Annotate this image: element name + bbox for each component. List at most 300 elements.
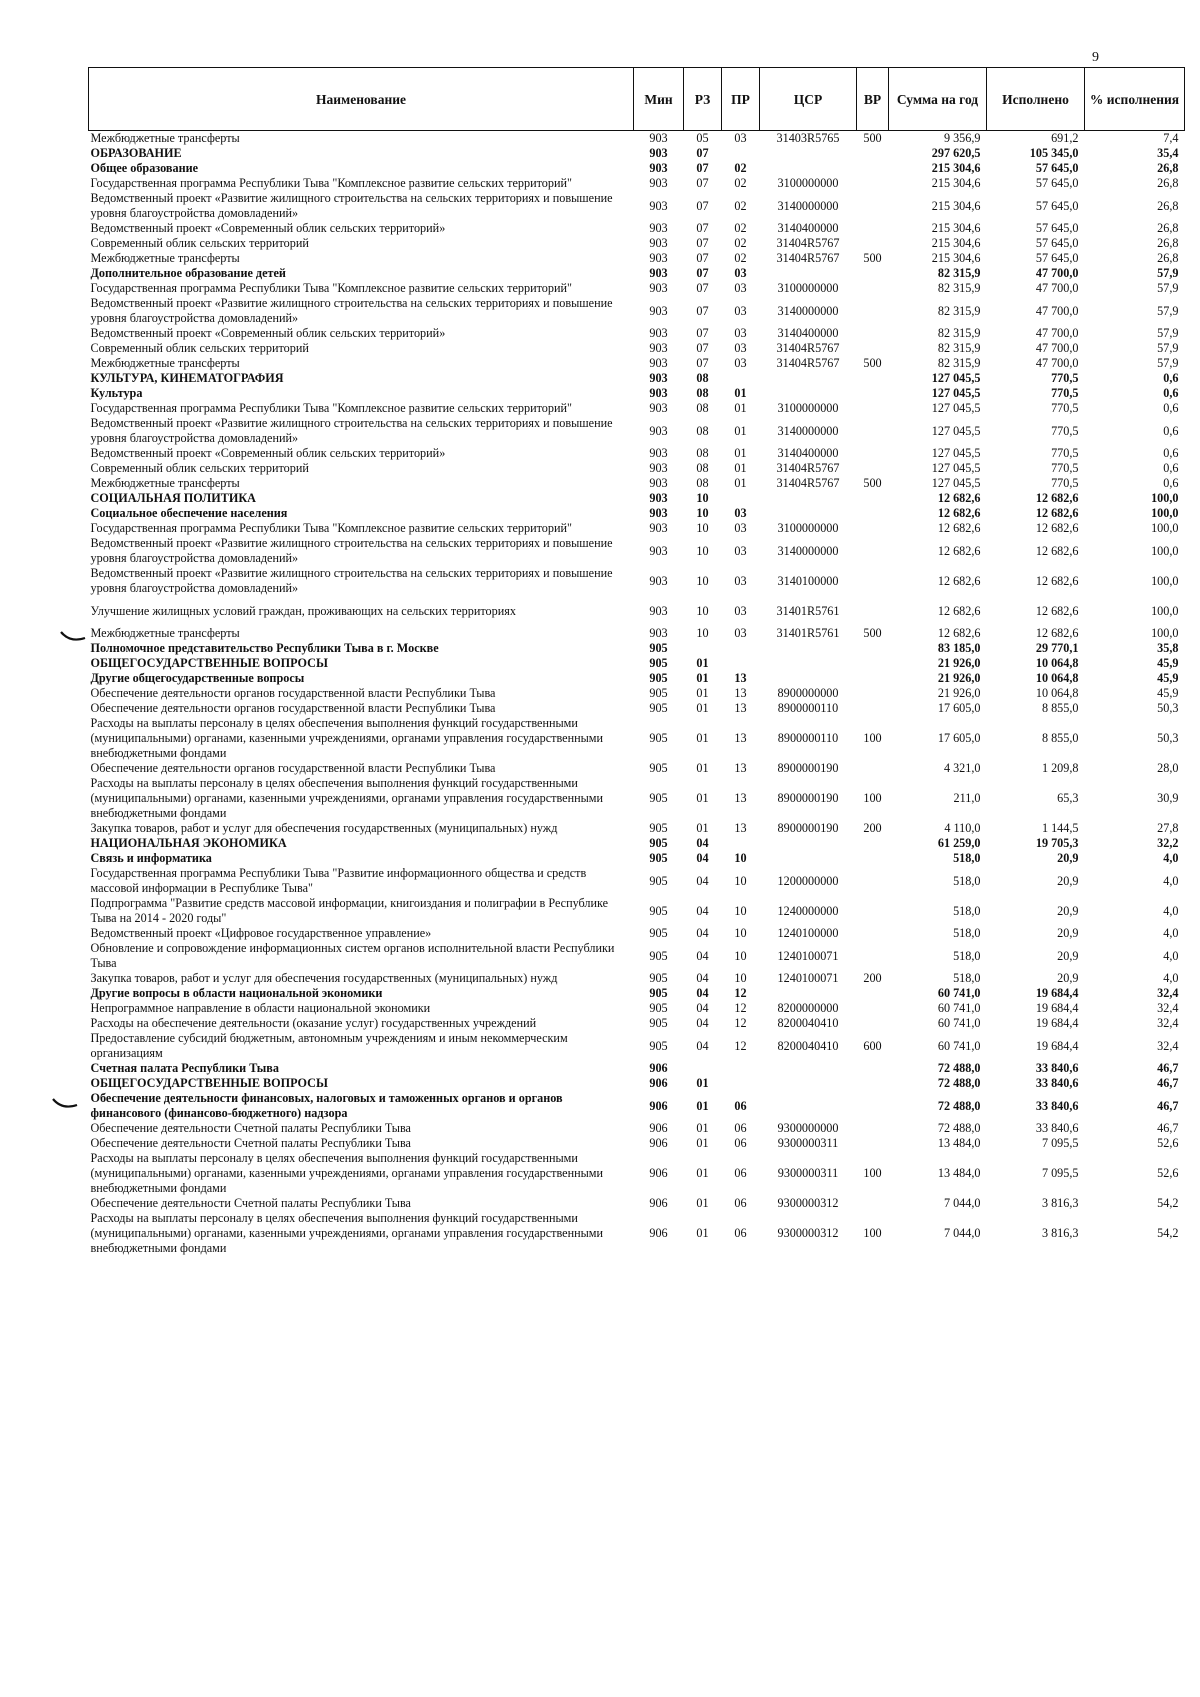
cell-vr [857, 281, 889, 296]
cell-done: 57 645,0 [1035, 198, 1079, 213]
cell-done: 770,5 [1051, 386, 1079, 400]
cell-pr: 02 [734, 176, 747, 190]
cell-min: 903 [649, 603, 668, 618]
cell-done: 12 682,6 [1035, 491, 1079, 505]
cell-csr [760, 671, 857, 686]
cell-sum: 82 315,9 [937, 266, 981, 280]
cell-vr [857, 686, 889, 701]
cell-done: 47 700,0 [1035, 326, 1079, 340]
cell-name: Государственная программа Республики Тыва "Комплексное развитие сельских территорий" [90, 401, 573, 415]
table-row [89, 941, 1185, 971]
cell-sum: 72 488,0 [937, 1076, 981, 1090]
cell-min: 905 [649, 641, 668, 655]
cell-name: Расходы на выплаты персоналу в целях обеспечения выполнения функций государственными (муниципальными) органами, казенными учреждениями, органами управления государственными внебюджетными фондами [90, 776, 604, 820]
cell-name: Государственная программа Республики Тыва "Комплексное развитие сельских территорий" [90, 281, 573, 295]
cell-rz: 07 [696, 198, 709, 213]
table-row [89, 1091, 1185, 1121]
cell-done: 19 684,4 [1035, 986, 1079, 1000]
cell-name: Расходы на выплаты персоналу в целях обеспечения выполнения функций государственными (муниципальными) органами, казенными учреждениями, органами управления государственными внебюджетными фондами [90, 1211, 604, 1255]
cell-rz: 10 [696, 573, 709, 588]
cell-sum: 215 304,6 [931, 221, 981, 235]
col-header-name: Наименование [89, 68, 634, 131]
cell-pr: 01 [734, 401, 747, 415]
table-row [89, 326, 1185, 341]
cell-vr [857, 1016, 889, 1031]
cell-pct: 46,7 [1157, 1098, 1179, 1113]
cell-pct: 32,4 [1157, 1001, 1179, 1015]
cell-rz: 10 [696, 521, 709, 535]
cell-min: 903 [649, 626, 668, 640]
cell-csr [760, 371, 857, 386]
cell-min: 903 [649, 146, 668, 160]
cell-min: 906 [649, 1076, 668, 1090]
cell-sum: 12 682,6 [937, 573, 981, 588]
cell-csr: 8200040410 [777, 1038, 839, 1053]
cell-csr [760, 851, 857, 866]
cell-sum: 72 488,0 [937, 1121, 981, 1135]
cell-name: Современный облик сельских территорий [90, 461, 309, 475]
cell-rz: 04 [696, 926, 709, 940]
cell-min: 903 [649, 423, 668, 438]
cell-pr: 10 [734, 903, 747, 918]
cell-min: 903 [649, 461, 668, 475]
cell-done: 47 700,0 [1035, 341, 1079, 355]
cell-vr [857, 416, 889, 446]
cell-rz: 01 [696, 701, 709, 715]
cell-pct: 4,0 [1163, 903, 1179, 918]
table-row [89, 701, 1185, 716]
cell-sum: 518,0 [953, 903, 981, 918]
cell-sum: 21 926,0 [937, 656, 981, 670]
cell-min: 905 [649, 903, 668, 918]
table-row [89, 521, 1185, 536]
cell-pr [722, 1076, 760, 1091]
cell-rz: 07 [696, 326, 709, 340]
cell-rz: 07 [696, 146, 709, 160]
cell-pct: 57,9 [1157, 303, 1179, 318]
table-row [89, 221, 1185, 236]
cell-pr [722, 641, 760, 656]
table-row [89, 341, 1185, 356]
cell-pr: 03 [734, 573, 747, 588]
cell-sum: 21 926,0 [937, 671, 981, 685]
cell-done: 8 855,0 [1041, 731, 1079, 745]
cell-sum: 518,0 [953, 971, 981, 985]
cell-sum: 82 315,9 [937, 281, 981, 295]
cell-pct: 0,6 [1163, 461, 1179, 475]
cell-sum: 127 045,5 [931, 461, 981, 475]
cell-sum: 60 741,0 [937, 1038, 981, 1053]
cell-done: 57 645,0 [1035, 161, 1079, 175]
cell-min: 906 [649, 1061, 668, 1075]
cell-min: 905 [649, 731, 668, 745]
table-row [89, 476, 1185, 491]
cell-pr: 12 [734, 1001, 747, 1015]
cell-name: КУЛЬТУРА, КИНЕМАТОГРАФИЯ [90, 371, 284, 385]
cell-pr: 03 [734, 266, 747, 280]
cell-pct: 46,7 [1157, 1061, 1179, 1075]
cell-min: 903 [649, 236, 668, 250]
cell-pct: 4,0 [1163, 873, 1179, 888]
cell-csr: 3140400000 [777, 446, 839, 460]
cell-min: 906 [649, 1121, 668, 1135]
cell-pct: 57,9 [1157, 356, 1179, 370]
col-header-csr: ЦСР [760, 68, 857, 131]
cell-done: 12 682,6 [1035, 603, 1079, 618]
cell-name: Обеспечение деятельности органов государственной власти Республики Тыва [90, 686, 496, 700]
cell-vr [857, 1121, 889, 1136]
cell-done: 19 684,4 [1035, 1038, 1079, 1053]
cell-rz: 01 [696, 686, 709, 700]
cell-vr: 100 [863, 1226, 882, 1240]
cell-pct: 26,8 [1157, 161, 1179, 175]
cell-vr [857, 1001, 889, 1016]
cell-done: 770,5 [1051, 371, 1079, 385]
cell-vr: 500 [863, 251, 882, 265]
cell-min: 903 [649, 251, 668, 265]
cell-done: 57 645,0 [1035, 176, 1079, 190]
cell-csr: 3100000000 [777, 401, 839, 415]
cell-pr: 03 [734, 626, 747, 640]
cell-sum: 215 304,6 [931, 198, 981, 213]
cell-pct: 57,9 [1157, 266, 1179, 280]
cell-rz: 04 [696, 903, 709, 918]
table-row [89, 896, 1185, 926]
cell-sum: 127 045,5 [931, 476, 981, 490]
cell-csr: 1240100071 [777, 948, 839, 963]
cell-pr: 03 [734, 356, 747, 370]
cell-done: 20,9 [1057, 873, 1079, 888]
cell-pct: 100,0 [1151, 543, 1179, 558]
cell-sum: 12 682,6 [937, 491, 981, 505]
cell-csr: 3100000000 [777, 521, 839, 535]
cell-pct: 46,7 [1157, 1121, 1179, 1135]
cell-name: Связь и информатика [90, 851, 212, 865]
cell-pct: 100,0 [1151, 603, 1179, 618]
cell-name: Межбюджетные трансферты [90, 131, 240, 145]
cell-pr: 13 [734, 671, 747, 685]
table-row [89, 416, 1185, 446]
cell-csr: 3140100000 [777, 573, 839, 588]
cell-pr: 13 [734, 761, 747, 775]
cell-pct: 0,6 [1163, 423, 1179, 438]
cell-min: 905 [649, 791, 668, 805]
table-row [89, 686, 1185, 701]
cell-done: 691,2 [1051, 131, 1079, 145]
cell-vr [857, 341, 889, 356]
cell-pr: 03 [734, 521, 747, 535]
cell-pct: 50,3 [1157, 731, 1179, 745]
cell-vr [857, 701, 889, 716]
cell-pct: 100,0 [1151, 506, 1179, 520]
cell-sum: 17 605,0 [937, 731, 981, 745]
table-row [89, 1121, 1185, 1136]
cell-pr: 03 [734, 281, 747, 295]
cell-min: 903 [649, 161, 668, 175]
pen-tick-mark-icon [52, 1097, 78, 1111]
cell-vr: 200 [863, 821, 882, 835]
cell-vr [857, 941, 889, 971]
cell-min: 903 [649, 198, 668, 213]
cell-name: Расходы на выплаты персоналу в целях обеспечения выполнения функций государственными (муниципальными) органами, казенными учреждениями, органами управления государственными внебюджетными фондами [90, 716, 604, 760]
cell-csr [760, 1061, 857, 1076]
cell-done: 33 840,6 [1035, 1076, 1079, 1090]
cell-vr [857, 446, 889, 461]
table-row [89, 386, 1185, 401]
cell-name: Дополнительное образование детей [90, 266, 286, 280]
cell-pct: 28,0 [1157, 761, 1179, 775]
cell-name: Ведомственный проект «Развитие жилищного строительства на сельских территориях и повышение уровня благоустройства домовладений» [90, 296, 613, 325]
cell-vr [857, 461, 889, 476]
cell-min: 903 [649, 476, 668, 490]
cell-sum: 215 304,6 [931, 236, 981, 250]
cell-pr: 10 [734, 926, 747, 940]
cell-sum: 72 488,0 [937, 1061, 981, 1075]
cell-done: 47 700,0 [1035, 266, 1079, 280]
cell-pr: 06 [734, 1121, 747, 1135]
cell-sum: 12 682,6 [937, 626, 981, 640]
cell-done: 10 064,8 [1035, 671, 1079, 685]
cell-min: 905 [649, 873, 668, 888]
cell-done: 33 840,6 [1035, 1098, 1079, 1113]
cell-rz: 01 [696, 1166, 709, 1180]
cell-csr [760, 1091, 857, 1121]
cell-vr [857, 296, 889, 326]
cell-rz: 01 [696, 821, 709, 835]
cell-sum: 72 488,0 [937, 1098, 981, 1113]
table-row [89, 236, 1185, 251]
cell-rz: 08 [696, 371, 709, 385]
cell-name: Обеспечение деятельности финансовых, налоговых и таможенных органов и органов финансового (финансово-бюджетного) надзора [90, 1091, 563, 1120]
cell-pct: 100,0 [1151, 491, 1179, 505]
cell-csr [760, 266, 857, 281]
cell-pct: 0,6 [1163, 386, 1179, 400]
cell-pr [722, 371, 760, 386]
cell-pr: 02 [734, 251, 747, 265]
cell-csr: 8900000190 [777, 791, 839, 805]
cell-csr [760, 986, 857, 1001]
cell-sum: 518,0 [953, 851, 981, 865]
cell-sum: 21 926,0 [937, 686, 981, 700]
table-row [89, 1076, 1185, 1091]
cell-name: Полномочное представительство Республики Тыва в г. Москве [90, 641, 439, 655]
cell-vr [857, 596, 889, 626]
cell-sum: 82 315,9 [937, 341, 981, 355]
budget-execution-table [88, 67, 1185, 1256]
cell-csr: 3140000000 [777, 198, 839, 213]
cell-done: 3 816,3 [1041, 1226, 1079, 1240]
cell-csr: 3140400000 [777, 326, 839, 340]
cell-pct: 4,0 [1163, 948, 1179, 963]
cell-min: 905 [649, 851, 668, 865]
cell-pr: 13 [734, 686, 747, 700]
cell-min: 903 [649, 506, 668, 520]
cell-min: 903 [649, 341, 668, 355]
page-number: 9 [1092, 50, 1099, 65]
table-row [89, 926, 1185, 941]
cell-name: ОБРАЗОВАНИЕ [90, 146, 182, 160]
cell-rz: 07 [696, 303, 709, 318]
table-row [89, 761, 1185, 776]
cell-csr: 9300000000 [777, 1121, 839, 1135]
cell-min: 905 [649, 671, 668, 685]
cell-csr: 8900000190 [777, 761, 839, 775]
cell-csr [760, 506, 857, 521]
cell-min: 906 [649, 1166, 668, 1180]
cell-pr: 12 [734, 986, 747, 1000]
cell-sum: 215 304,6 [931, 176, 981, 190]
cell-vr [857, 836, 889, 851]
cell-pr: 10 [734, 971, 747, 985]
cell-pct: 26,8 [1157, 251, 1179, 265]
cell-rz: 01 [696, 1196, 709, 1210]
cell-rz: 05 [696, 131, 709, 145]
table-row [89, 161, 1185, 176]
cell-name: Ведомственный проект «Цифровое государственное управление» [90, 926, 432, 940]
col-header-sum: Сумма на год [889, 68, 987, 131]
cell-name: СОЦИАЛЬНАЯ ПОЛИТИКА [90, 491, 256, 505]
cell-name: Улучшение жилищных условий граждан, проживающих на сельских территориях [90, 603, 516, 618]
cell-pct: 100,0 [1151, 626, 1179, 640]
cell-name: Ведомственный проект «Развитие жилищного строительства на сельских территориях и повышение уровня благоустройства домовладений» [90, 536, 613, 565]
col-header-pr: ПР [722, 68, 760, 131]
cell-rz: 07 [696, 281, 709, 295]
table-row [89, 1031, 1185, 1061]
cell-done: 1 144,5 [1041, 821, 1079, 835]
table-row [89, 296, 1185, 326]
cell-min: 906 [649, 1136, 668, 1150]
cell-min: 903 [649, 266, 668, 280]
cell-sum: 12 682,6 [937, 603, 981, 618]
cell-pr: 10 [734, 851, 747, 865]
cell-done: 19 684,4 [1035, 1016, 1079, 1030]
cell-vr [857, 1091, 889, 1121]
cell-pr: 12 [734, 1016, 747, 1030]
cell-rz: 08 [696, 461, 709, 475]
cell-pct: 35,8 [1157, 641, 1179, 655]
cell-done: 33 840,6 [1035, 1121, 1079, 1135]
cell-pr: 02 [734, 161, 747, 175]
table-row [89, 596, 1185, 626]
cell-pct: 32,4 [1157, 1038, 1179, 1053]
cell-name: Межбюджетные трансферты [90, 626, 240, 640]
table-row [89, 146, 1185, 161]
cell-done: 770,5 [1051, 401, 1079, 415]
cell-pr: 06 [734, 1136, 747, 1150]
cell-name: Культура [90, 386, 143, 400]
cell-vr [857, 176, 889, 191]
cell-name: ОБЩЕГОСУДАРСТВЕННЫЕ ВОПРОСЫ [90, 1076, 328, 1090]
cell-done: 57 645,0 [1035, 251, 1079, 265]
col-header-min: Мин [634, 68, 684, 131]
cell-done: 47 700,0 [1035, 303, 1079, 318]
cell-pr: 13 [734, 731, 747, 745]
cell-name: Государственная программа Республики Тыва "Развитие информационного общества и средств массовой информации в Республике Тыва" [90, 866, 587, 895]
cell-csr: 3140000000 [777, 423, 839, 438]
cell-min: 905 [649, 986, 668, 1000]
cell-done: 12 682,6 [1035, 626, 1079, 640]
cell-name: Ведомственный проект «Развитие жилищного строительства на сельских территориях и повышение уровня благоустройства домовладений» [90, 416, 613, 445]
cell-min: 903 [649, 573, 668, 588]
cell-vr [857, 326, 889, 341]
cell-sum: 215 304,6 [931, 251, 981, 265]
cell-csr: 31404R5767 [776, 236, 840, 250]
cell-pct: 32,4 [1157, 986, 1179, 1000]
cell-name: ОБЩЕГОСУДАРСТВЕННЫЕ ВОПРОСЫ [90, 656, 328, 670]
cell-min: 905 [649, 1038, 668, 1053]
cell-rz: 01 [696, 1121, 709, 1135]
cell-pct: 57,9 [1157, 281, 1179, 295]
cell-vr [857, 851, 889, 866]
cell-done: 10 064,8 [1035, 656, 1079, 670]
cell-rz: 04 [696, 986, 709, 1000]
cell-sum: 82 315,9 [937, 356, 981, 370]
cell-vr [857, 221, 889, 236]
table-row [89, 626, 1185, 641]
table-row [89, 986, 1185, 1001]
cell-min: 903 [649, 303, 668, 318]
cell-pr: 13 [734, 701, 747, 715]
cell-pct: 52,6 [1157, 1166, 1179, 1180]
cell-csr: 31401R5761 [776, 603, 840, 618]
cell-csr [760, 491, 857, 506]
cell-name: Современный облик сельских территорий [90, 236, 309, 250]
cell-rz: 08 [696, 401, 709, 415]
cell-pr [722, 146, 760, 161]
cell-min: 905 [649, 836, 668, 850]
cell-done: 770,5 [1051, 476, 1079, 490]
cell-pr: 13 [734, 821, 747, 835]
cell-rz: 08 [696, 476, 709, 490]
table-row [89, 356, 1185, 371]
cell-name: Ведомственный проект «Современный облик сельских территорий» [90, 446, 446, 460]
table-row [89, 371, 1185, 386]
cell-done: 10 064,8 [1035, 686, 1079, 700]
cell-vr [857, 521, 889, 536]
cell-name: Обеспечение деятельности Счетной палаты Республики Тыва [90, 1136, 411, 1150]
cell-done: 105 345,0 [1029, 146, 1079, 160]
cell-done: 3 816,3 [1041, 1196, 1079, 1210]
cell-done: 7 095,5 [1041, 1136, 1079, 1150]
cell-vr [857, 191, 889, 221]
cell-pr: 01 [734, 461, 747, 475]
table-row [89, 446, 1185, 461]
cell-vr: 500 [863, 476, 882, 490]
cell-vr: 500 [863, 626, 882, 640]
cell-rz: 07 [696, 266, 709, 280]
cell-rz: 04 [696, 873, 709, 888]
cell-vr [857, 536, 889, 566]
cell-rz: 08 [696, 386, 709, 400]
cell-name: Счетная палата Республики Тыва [90, 1061, 279, 1075]
cell-name: Ведомственный проект «Развитие жилищного строительства на сельских территориях и повышение уровня благоустройства домовладений» [90, 191, 613, 220]
cell-sum: 127 045,5 [931, 401, 981, 415]
table-row [89, 266, 1185, 281]
cell-min: 903 [649, 521, 668, 535]
cell-csr: 8900000000 [777, 686, 839, 700]
table-row [89, 461, 1185, 476]
cell-pct: 4,0 [1163, 971, 1179, 985]
pen-tick-mark-icon [60, 630, 86, 644]
cell-done: 770,5 [1051, 423, 1079, 438]
cell-pr: 03 [734, 341, 747, 355]
cell-vr [857, 656, 889, 671]
cell-vr [857, 866, 889, 896]
cell-done: 20,9 [1057, 971, 1079, 985]
cell-pct: 0,6 [1163, 446, 1179, 460]
cell-pr: 01 [734, 423, 747, 438]
cell-pr [722, 836, 760, 851]
